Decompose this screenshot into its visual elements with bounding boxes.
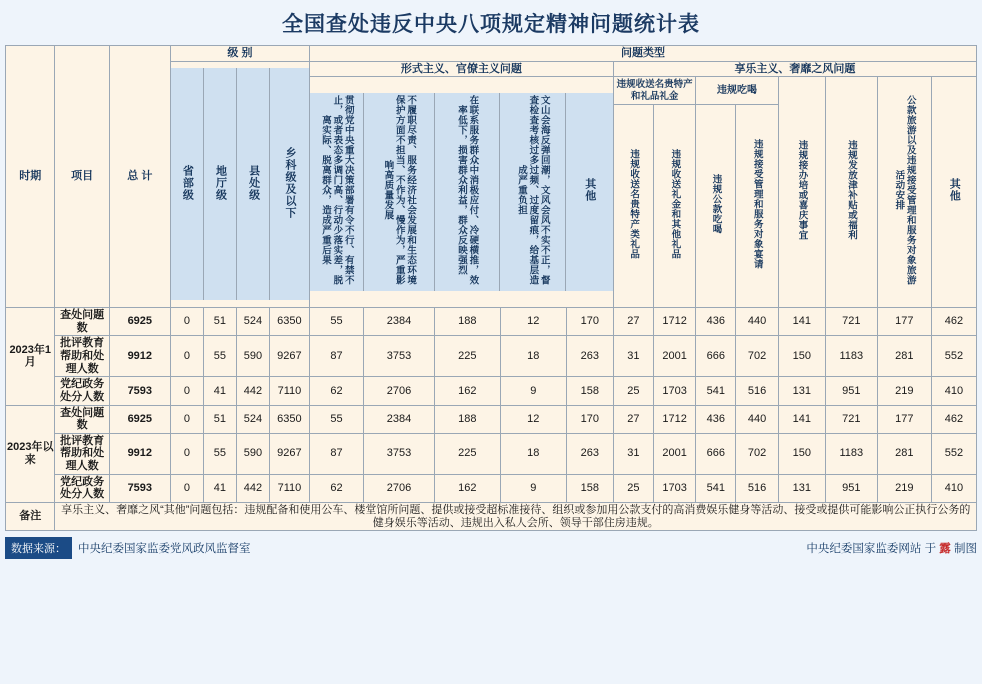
row-total: 9912: [109, 433, 170, 474]
row-hedonism-3: 516: [736, 474, 778, 502]
header-formalism-cols: [309, 77, 613, 308]
row-level-0: 0: [170, 308, 203, 336]
header-hedonism-col-publicfunds-dining: 违规公款吃喝: [696, 105, 736, 308]
credit-prefix: 中央纪委国家监委网站 于: [806, 543, 937, 556]
row-formalism-1: 2706: [364, 474, 435, 502]
row-formalism-4: 263: [566, 433, 613, 474]
row-total: 9912: [109, 336, 170, 377]
row-hedonism-3: 702: [736, 336, 778, 377]
row-item-name: 查处问题数: [55, 405, 109, 433]
row-hedonism-7: 552: [931, 336, 976, 377]
header-total: 总 计: [109, 46, 170, 308]
row-total: 7593: [109, 377, 170, 405]
row-hedonism-6: 281: [877, 336, 931, 377]
statistics-table: [5, 45, 977, 531]
row-hedonism-2: 436: [696, 308, 736, 336]
row-level-2: 590: [236, 433, 269, 474]
row-hedonism-7: 552: [931, 433, 976, 474]
row-item-name: 查处问题数: [55, 308, 109, 336]
row-formalism-3: 12: [500, 405, 566, 433]
row-level-1: 51: [203, 405, 236, 433]
row-formalism-1: 2384: [364, 405, 435, 433]
row-hedonism-6: 177: [877, 405, 931, 433]
row-level-3: 7110: [269, 377, 309, 405]
credit: [806, 540, 977, 556]
row-level-0: 0: [170, 474, 203, 502]
row-formalism-3: 12: [500, 308, 566, 336]
row-total: 6925: [109, 405, 170, 433]
header-problem-type-group: 问题类型: [309, 46, 976, 62]
row-level-1: 41: [203, 377, 236, 405]
row-total: 7593: [109, 474, 170, 502]
header-level-township: 乡科级及以下: [270, 68, 309, 300]
row-hedonism-4: 150: [778, 336, 825, 377]
table-row: [6, 474, 977, 502]
row-hedonism-1: 2001: [653, 433, 695, 474]
row-level-2: 590: [236, 336, 269, 377]
row-hedonism-0: 27: [613, 405, 653, 433]
row-hedonism-7: 410: [931, 474, 976, 502]
row-hedonism-3: 440: [736, 405, 778, 433]
row-hedonism-1: 1703: [653, 474, 695, 502]
row-hedonism-4: 141: [778, 308, 825, 336]
table-row: [6, 377, 977, 405]
row-hedonism-5: 721: [825, 405, 877, 433]
row-hedonism-3: 516: [736, 377, 778, 405]
row-formalism-0: 62: [309, 474, 363, 502]
header-hedonism-col-allowance: 违规发放津补贴或福利: [825, 77, 877, 308]
row-formalism-4: 158: [566, 474, 613, 502]
row-hedonism-5: 721: [825, 308, 877, 336]
note-label: 备注: [6, 503, 55, 531]
header-level-group: 级 别: [170, 46, 309, 62]
row-hedonism-1: 1703: [653, 377, 695, 405]
source-text: 中央纪委国家监委党风政风监督室: [78, 543, 251, 556]
header-hedonism-col-banquet: 违规接受管理和服务对象宴请: [736, 105, 778, 308]
header-formalism-col-2: 不履职尽责、服务经济社会发展和生态环境保护方面不担当、不作为、慢作为，严重影响高质量发展: [364, 93, 434, 291]
row-item-name: 批评教育帮助和处理人数: [55, 433, 109, 474]
row-hedonism-4: 150: [778, 433, 825, 474]
header-hedonism-col-wedding: 违规接办培或喜庆事宜: [778, 77, 825, 308]
table-row: [6, 405, 977, 433]
source-block: [5, 537, 251, 559]
row-formalism-2: 225: [434, 433, 500, 474]
row-level-0: 0: [170, 405, 203, 433]
row-formalism-4: 170: [566, 405, 613, 433]
row-hedonism-7: 462: [931, 405, 976, 433]
row-level-3: 6350: [269, 405, 309, 433]
row-level-0: 0: [170, 336, 203, 377]
header-level-spacer: [170, 61, 309, 307]
row-period: 2023年1月: [6, 308, 55, 405]
credit-name: 露: [939, 543, 951, 556]
row-level-2: 442: [236, 474, 269, 502]
header-item: 项目: [55, 46, 109, 308]
header-level-province: 省部级: [171, 68, 204, 300]
row-formalism-1: 3753: [364, 336, 435, 377]
row-formalism-4: 170: [566, 308, 613, 336]
row-hedonism-7: 410: [931, 377, 976, 405]
row-level-1: 55: [203, 433, 236, 474]
row-formalism-2: 188: [434, 405, 500, 433]
header-hedonism-col-giftmoney: 违规收送礼金和其他礼品: [653, 105, 695, 308]
row-formalism-3: 9: [500, 377, 566, 405]
row-item-name: 党纪政务处分人数: [55, 377, 109, 405]
row-level-3: 9267: [269, 433, 309, 474]
row-total: 6925: [109, 308, 170, 336]
row-hedonism-5: 951: [825, 377, 877, 405]
header-hedonism-subgroup-eat: 违规吃喝: [696, 77, 778, 105]
row-hedonism-0: 25: [613, 474, 653, 502]
row-formalism-1: 2706: [364, 377, 435, 405]
header-hedonism-subgroup-gift: 违规收送名贵特产和礼品礼金: [613, 77, 695, 105]
page-title: 全国查处违反中央八项规定精神问题统计表: [282, 13, 700, 36]
credit-suffix: 制图: [954, 543, 977, 556]
row-hedonism-1: 1712: [653, 308, 695, 336]
header-hedonism-col-specialty: 违规收送名贵特产类礼品: [613, 105, 653, 308]
row-formalism-3: 18: [500, 336, 566, 377]
note-row: [6, 503, 977, 531]
footer: [5, 537, 977, 559]
header-group-hedonism: 享乐主义、奢靡之风问题: [613, 61, 976, 77]
row-hedonism-5: 1183: [825, 336, 877, 377]
row-level-2: 524: [236, 308, 269, 336]
row-formalism-0: 55: [309, 308, 363, 336]
row-level-1: 41: [203, 474, 236, 502]
row-formalism-2: 225: [434, 336, 500, 377]
row-hedonism-0: 31: [613, 433, 653, 474]
row-hedonism-6: 281: [877, 433, 931, 474]
row-level-0: 0: [170, 377, 203, 405]
header-level-county: 县处级: [237, 68, 270, 300]
row-hedonism-4: 131: [778, 377, 825, 405]
header-hedonism-col-travel: 公款旅游以及违规接受管理和服务对象旅游活动安排: [877, 77, 931, 308]
row-level-1: 51: [203, 308, 236, 336]
header-formalism-col-other: 其他: [566, 93, 613, 291]
row-item-name: 党纪政务处分人数: [55, 474, 109, 502]
table-row: [6, 308, 977, 336]
row-formalism-1: 3753: [364, 433, 435, 474]
row-hedonism-0: 31: [613, 336, 653, 377]
row-formalism-3: 9: [500, 474, 566, 502]
header-formalism-col-1: 贯彻党中央重大决策部署有令不行、有禁不止，或者表态多调门高、行动少落实差，脱离实际、脱离群众，造成严重后果: [310, 93, 364, 291]
row-period: 2023年以来: [6, 405, 55, 502]
row-level-3: 9267: [269, 336, 309, 377]
row-hedonism-6: 219: [877, 474, 931, 502]
row-hedonism-6: 219: [877, 377, 931, 405]
header-hedonism-col-other: 其他: [931, 77, 976, 308]
row-hedonism-5: 951: [825, 474, 877, 502]
row-formalism-0: 87: [309, 433, 363, 474]
row-formalism-0: 62: [309, 377, 363, 405]
row-hedonism-2: 541: [696, 377, 736, 405]
row-level-2: 442: [236, 377, 269, 405]
row-hedonism-0: 27: [613, 308, 653, 336]
header-group-formalism: 形式主义、官僚主义问题: [309, 61, 613, 77]
note-text: 享乐主义、奢靡之风“其他”问题包括：违规配备和使用公车、楼堂馆所问题、提供或接受超标准接待、组织或参加用公款支付的高消费娱乐健身等活动、接受或提供可能影响公正执行公务的健身娱乐等活动、违规出入私人会所、领导干部住房违规。: [55, 503, 977, 531]
row-level-2: 524: [236, 405, 269, 433]
header-level-prefecture: 地厅级: [204, 68, 237, 300]
row-formalism-4: 263: [566, 336, 613, 377]
row-hedonism-3: 440: [736, 308, 778, 336]
row-hedonism-1: 2001: [653, 336, 695, 377]
table-row: [6, 433, 977, 474]
row-hedonism-1: 1712: [653, 405, 695, 433]
row-item-name: 批评教育帮助和处理人数: [55, 336, 109, 377]
row-formalism-4: 158: [566, 377, 613, 405]
row-hedonism-4: 131: [778, 474, 825, 502]
row-hedonism-2: 541: [696, 474, 736, 502]
row-hedonism-6: 177: [877, 308, 931, 336]
header-formalism-col-4: 文山会海反弹回潮，文风会风不实不正，督查检查考核过多过频、过度留痕，给基层造成严重负担: [500, 93, 566, 291]
row-hedonism-4: 141: [778, 405, 825, 433]
table-body: [6, 308, 977, 503]
row-level-3: 6350: [269, 308, 309, 336]
row-level-0: 0: [170, 433, 203, 474]
row-hedonism-2: 436: [696, 405, 736, 433]
row-level-1: 55: [203, 336, 236, 377]
row-formalism-0: 87: [309, 336, 363, 377]
row-level-3: 7110: [269, 474, 309, 502]
row-formalism-2: 188: [434, 308, 500, 336]
table-row: [6, 336, 977, 377]
row-hedonism-3: 702: [736, 433, 778, 474]
row-hedonism-0: 25: [613, 377, 653, 405]
row-formalism-2: 162: [434, 377, 500, 405]
row-formalism-2: 162: [434, 474, 500, 502]
row-hedonism-7: 462: [931, 308, 976, 336]
header-formalism-col-3: 在联系服务群众中消极应付、冷硬横推，效率低下，损害群众利益，群众反映强烈: [434, 93, 500, 291]
source-badge: 数据来源：: [5, 537, 72, 559]
header-band-1: [6, 46, 977, 62]
row-formalism-0: 55: [309, 405, 363, 433]
row-hedonism-2: 666: [696, 336, 736, 377]
row-hedonism-2: 666: [696, 433, 736, 474]
row-formalism-3: 18: [500, 433, 566, 474]
header-period: 时期: [6, 46, 55, 308]
row-formalism-1: 2384: [364, 308, 435, 336]
row-hedonism-5: 1183: [825, 433, 877, 474]
